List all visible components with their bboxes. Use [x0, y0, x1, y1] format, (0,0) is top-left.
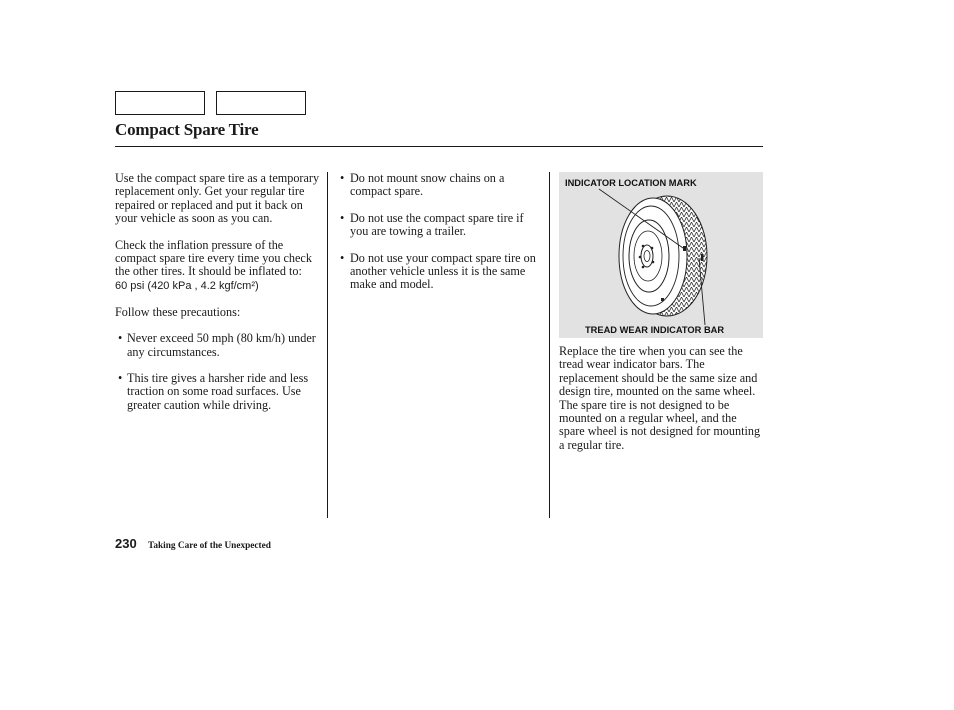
inflation-pressure: 60 psi (420 kPa , 4.2 kgf/cm²) [115, 279, 259, 292]
column-2 [340, 172, 540, 292]
column-divider-2 [549, 172, 550, 518]
bullet-text: Do not use your compact spare tire on another vehicle unless it is the same make and model. [350, 250, 536, 292]
list-item [115, 372, 323, 412]
precautions-intro: Follow these precautions: [115, 304, 241, 319]
bullet-text: This tire gives a harsher ride and less traction on some road surfaces. Use greater caution while driving. [127, 371, 309, 412]
list-item [115, 332, 323, 359]
bullet-text: Do not use the compact spare tire if you are towing a trailer. [350, 210, 524, 239]
tread-wear-bar-label: TREAD WEAR INDICATOR BAR [585, 325, 725, 335]
bullet-text: Do not mount snow chains on a compact spare. [350, 171, 505, 199]
column-3 [559, 345, 765, 452]
section-tab-box-right [216, 91, 306, 115]
page-number: 230 [115, 536, 137, 551]
inflation-paragraph: Check the inflation pressure of the compact spare tire every time you check the other tires. It should be inflated to: [115, 237, 312, 279]
replacement-paragraph: Replace the tire when you can see the tread wear indicator bars. The replacement should be the same size and design tire, mounted on the same wheel. The spare tire is not designed to be mounted on a regular wheel, and the spare wheel is not designed for mounting a regular tire. [559, 344, 761, 452]
column-1 [115, 172, 323, 412]
bullet-glyph: • [340, 171, 345, 185]
title-rule [115, 146, 763, 147]
column-divider-1 [327, 172, 328, 518]
section-tab-box-left [115, 91, 205, 115]
page-title: Compact Spare Tire [115, 120, 259, 139]
tire-shape [619, 196, 707, 316]
bullet-glyph: • [340, 210, 345, 225]
bullet-text: Never exceed 50 mph (80 km/h) under any circumstances. [127, 331, 316, 359]
list-item [340, 252, 540, 292]
indicator-location-label: INDICATOR LOCATION MARK [565, 178, 697, 188]
bullet-glyph: • [118, 331, 123, 346]
list-item [340, 172, 540, 199]
list-item [340, 212, 540, 239]
intro-paragraph: Use the compact spare tire as a temporary replacement only. Get your regular tire repaired or replaced and put it back on your vehicle as soon as you can. [115, 171, 320, 226]
bullet-glyph: • [118, 371, 123, 386]
footer-section-name: Taking Care of the Unexpected [148, 541, 271, 551]
spare-tire-illustration [559, 172, 763, 338]
bullet-glyph: • [340, 250, 345, 265]
tire-figure [559, 172, 763, 338]
